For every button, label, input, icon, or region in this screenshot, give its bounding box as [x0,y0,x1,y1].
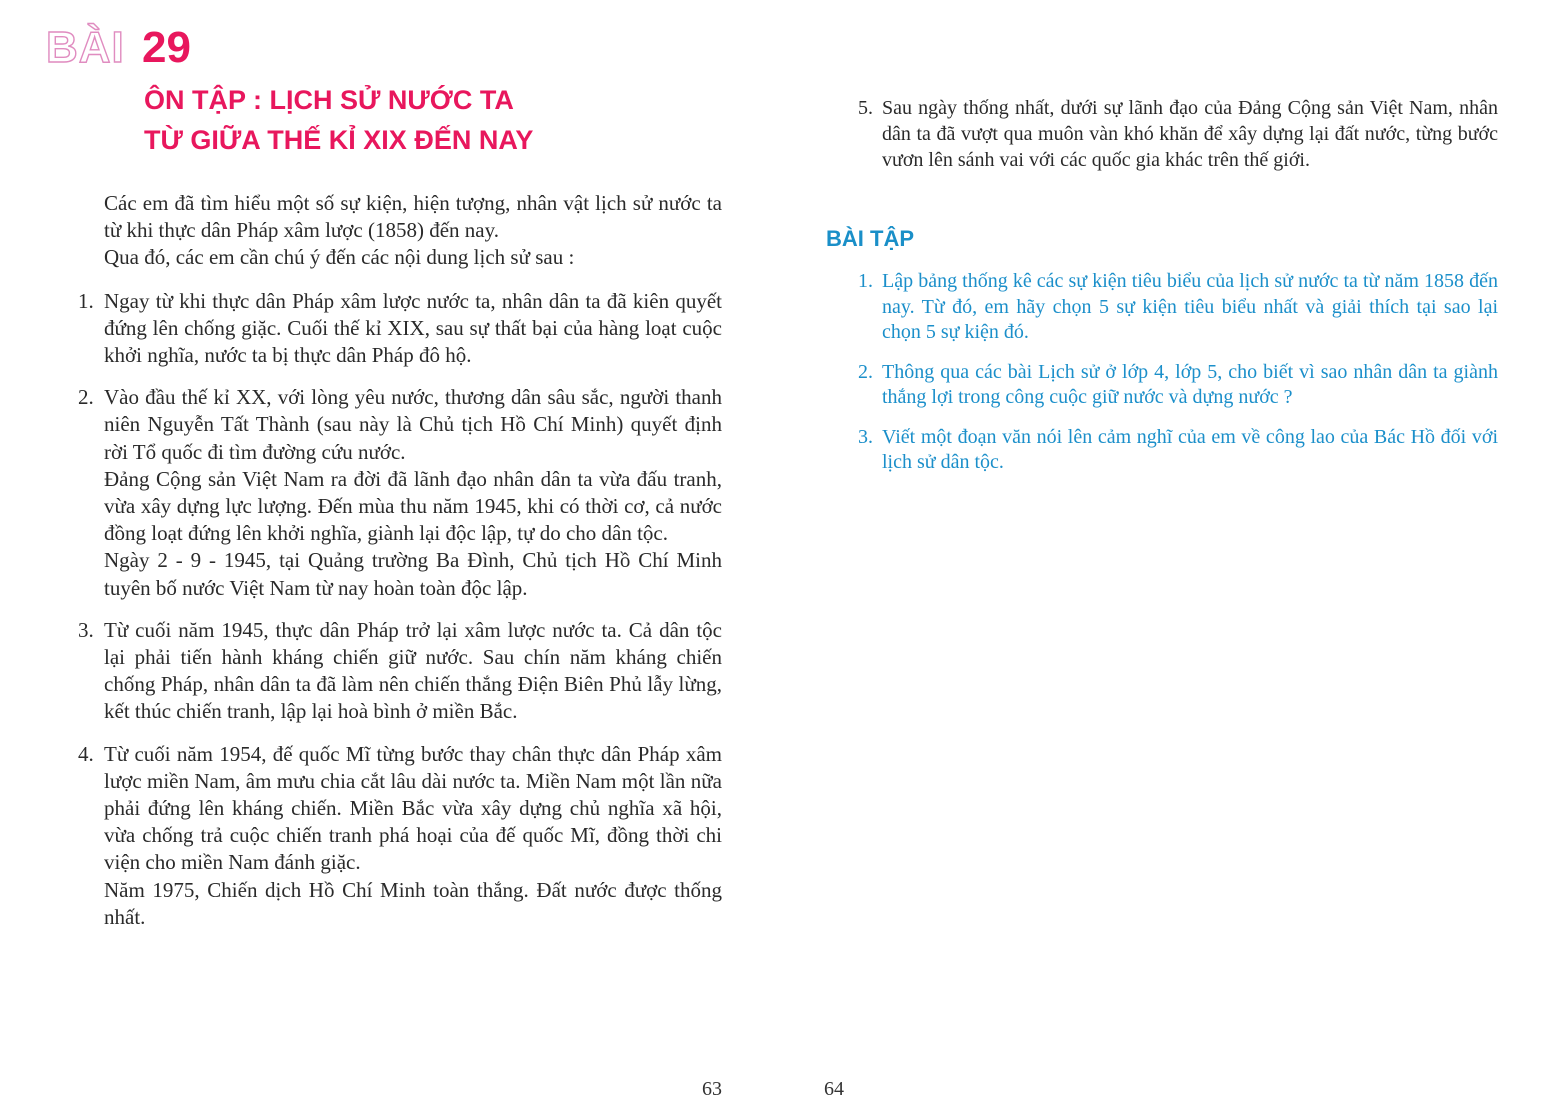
item-paragraph: Từ cuối năm 1954, đế quốc Mĩ từng bước thay chân thực dân Pháp xâm lược miền Nam, âm mưu chia cắt lâu dài nước ta. Miền Nam một lần nữa phải đứng lên kháng chiến. Miền Bắc vừa xây dựng chủ nghĩa xã hội, vừa chống trả cuộc chiến tranh phá hoại của đế quốc Mĩ, đồng thời chi viện cho miền Nam đánh giặc. [104,741,722,875]
item-number: 5. [858,97,873,119]
content-item-3 [78,617,722,726]
lesson-number: 29 [142,23,191,72]
exercise-item-3 [858,425,1498,476]
item-paragraph: Vào đầu thế kỉ XX, với lòng yêu nước, thương dân sâu sắc, người thanh niên Nguyễn Tất Thành (sau này là Chủ tịch Hồ Chí Minh) quyết định rời Tổ quốc đi tìm đường cứu nước. [104,385,722,464]
exercise-heading: BÀI TẬP [826,226,914,251]
exercise-number: 1. [858,270,873,292]
lesson-label: BÀI [46,23,125,72]
lesson-title-line-2: TỪ GIỮA THẾ KỈ XIX ĐẾN NAY [144,125,534,155]
item-paragraph: Ngay từ khi thực dân Pháp xâm lược nước ta, nhân dân ta đã kiên quyết đứng lên chống giặc. Cuối thế kỉ XIX, sau sự thất bại của hàng loạt cuộc khởi nghĩa, nước ta bị thực dân Pháp đô hộ. [104,288,722,368]
exercise-item-2 [858,360,1498,411]
item-number: 4. [78,741,94,766]
lesson-title [144,80,533,160]
content-item-2 [78,384,722,602]
lesson-title-line-1: ÔN TẬP : LỊCH SỬ NƯỚC TA [144,85,514,115]
intro-paragraph: Qua đó, các em cần chú ý đến các nội dung lịch sử sau : [104,245,575,270]
item-paragraph: Từ cuối năm 1945, thực dân Pháp trở lại xâm lược nước ta. Cả dân tộc lại phải tiến hành kháng chiến giữ nước. Sau chín năm kháng chiến chống Pháp, nhân dân ta đã làm nên chiến thắng Điện Biên Phủ lẫy lừng, kết thúc chiến tranh, lập lại hoà bình ở miền Bắc. [104,617,722,724]
item-number: 2. [78,385,94,410]
content-item-1 [78,288,722,370]
content-item-4 [78,741,722,931]
exercise-text: Thông qua các bài Lịch sử ở lớp 4, lớp 5, cho biết vì sao nhân dân ta giành thắng lợi trong công cuộc giữ nước và dựng nước ? [882,360,1498,408]
exercise-number: 3. [858,425,873,448]
exercise-text: Viết một đoạn văn nói lên cảm nghĩ của em về công lao của Bác Hồ đối với lịch sử dân tộc. [882,425,1498,473]
exercise-item-1 [858,269,1498,346]
page-number-right: 64 [824,1078,844,1100]
item-paragraph: Ngày 2 - 9 - 1945, tại Quảng trường Ba Đình, Chủ tịch Hồ Chí Minh tuyên bố nước Việt Nam từ nay hoàn toàn độc lập. [104,548,722,600]
content-item-5 [858,95,1498,173]
item-number: 1. [78,288,94,313]
exercise-list [858,269,1498,490]
exercise-text: Lập bảng thống kê các sự kiện tiêu biểu của lịch sử nước ta từ năm 1858 đến nay. Từ đó, em hãy chọn 5 sự kiện tiêu biểu nhất và giải thích tại sao lại chọn 5 sự kiện đó. [882,270,1498,343]
item-paragraph: Sau ngày thống nhất, dưới sự lãnh đạo của Đảng Cộng sản Việt Nam, nhân dân ta đã vượt qua muôn vàn khó khăn để xây dựng lại đất nước, từng bước vươn lên sánh vai với các quốc gia khác trên thế giới. [882,97,1498,171]
left-page-body [78,190,722,946]
item-paragraph: Năm 1975, Chiến dịch Hồ Chí Minh toàn thắng. Đất nước được thống nhất. [104,877,722,929]
intro-paragraph: Các em đã tìm hiểu một số sự kiện, hiện tượng, nhân vật lịch sử nước ta từ khi thực dân Pháp xâm lược (1858) đến nay. [104,191,722,243]
page-number-left: 63 [702,1078,722,1100]
intro [104,190,722,272]
item-number: 3. [78,617,94,642]
right-page-body [858,95,1498,188]
item-paragraph: Đảng Cộng sản Việt Nam ra đời đã lãnh đạo nhân dân ta vừa đấu tranh, vừa xây dựng lực lượng. Đến mùa thu năm 1945, khi có thời cơ, cả nước đồng loạt đứng lên khởi nghĩa, giành lại độc lập, tự do cho dân tộc. [104,466,722,546]
exercise-number: 2. [858,360,873,383]
